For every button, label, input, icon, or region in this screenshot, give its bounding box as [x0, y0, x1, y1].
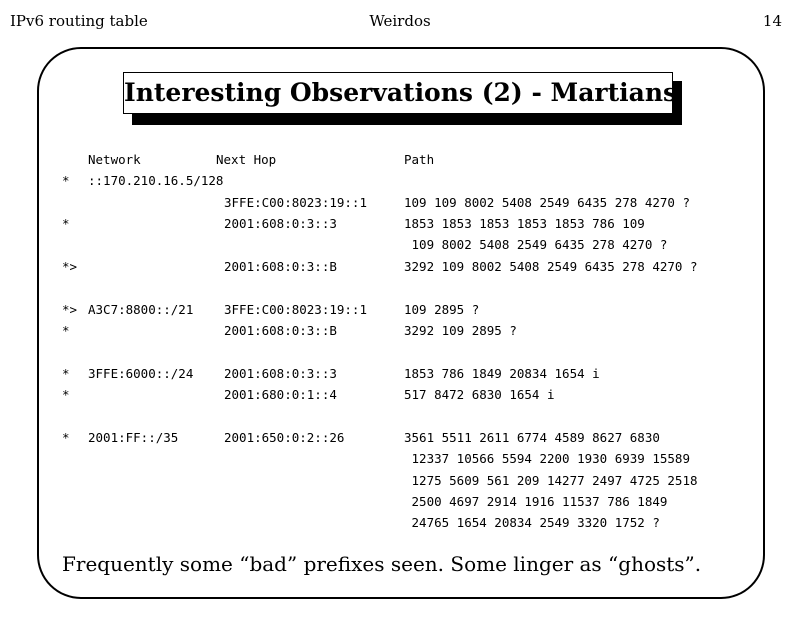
column-header-network: Network: [88, 152, 141, 167]
column-header-path: Path: [404, 152, 435, 167]
row-as-path: 2500 4697 2914 1916 11537 786 1849: [404, 493, 668, 509]
row-as-path: 3561 5511 2611 6774 4589 8627 6830: [404, 430, 660, 445]
row-as-path: 3292 109 2895 ?: [404, 323, 517, 338]
row-as-path: 24765 1654 20834 2549 3320 1752 ?: [404, 515, 660, 531]
row-next-hop: 2001:650:0:2::26: [224, 430, 345, 445]
row-next-hop: 3FFE:C00:8023:19::1: [224, 195, 367, 210]
row-status-flag: *>: [62, 302, 78, 317]
row-status-flag: *: [62, 216, 70, 231]
row-as-path: 1853 1853 1853 1853 1853 786 109: [404, 216, 645, 231]
slide-title-box: [123, 72, 678, 114]
row-next-hop: 3FFE:C00:8023:19::1: [224, 302, 367, 317]
row-as-path: 3292 109 8002 5408 2549 6435 278 4270 ?: [404, 259, 698, 274]
page-number: 14: [762, 12, 782, 30]
row-as-path: 12337 10566 5594 2200 1930 6939 15589: [404, 451, 690, 467]
row-next-hop: 2001:608:0:3::3: [224, 216, 337, 231]
row-as-path: 1853 786 1849 20834 1654 i: [404, 366, 600, 381]
row-next-hop: 2001:608:0:3::3: [224, 366, 337, 381]
row-network: A3C7:8800::/21: [88, 302, 194, 317]
row-status-flag: *>: [62, 259, 78, 274]
row-network: 2001:FF::/35: [88, 430, 179, 445]
row-next-hop: 2001:608:0:3::B: [224, 323, 337, 338]
row-network: 3FFE:6000::/24: [88, 366, 194, 381]
row-as-path: 109 109 8002 5408 2549 6435 278 4270 ?: [404, 195, 690, 210]
row-status-flag: *: [62, 387, 70, 402]
row-as-path: 517 8472 6830 1654 i: [404, 387, 555, 402]
row-as-path: 1275 5609 561 209 14277 2497 4725 2518: [404, 472, 698, 488]
row-status-flag: *: [62, 173, 70, 188]
slide-title: Interesting Observations (2) - Martians: [123, 72, 673, 114]
slide-footer-note: Frequently some “bad” prefixes seen. Some linger as “ghosts”.: [62, 552, 702, 576]
row-status-flag: *: [62, 323, 70, 338]
running-header-section: Weirdos: [369, 12, 431, 30]
running-header-title: IPv6 routing table: [10, 12, 148, 30]
row-next-hop: 2001:608:0:3::B: [224, 259, 337, 274]
row-status-flag: *: [62, 430, 70, 445]
column-header-next-hop: Next Hop: [216, 152, 277, 167]
row-as-path: 109 8002 5408 2549 6435 278 4270 ?: [404, 237, 668, 253]
row-next-hop: 2001:680:0:1::4: [224, 387, 337, 402]
row-network: ::170.210.16.5/128: [88, 173, 224, 188]
row-as-path: 109 2895 ?: [404, 302, 480, 317]
row-status-flag: *: [62, 366, 70, 381]
